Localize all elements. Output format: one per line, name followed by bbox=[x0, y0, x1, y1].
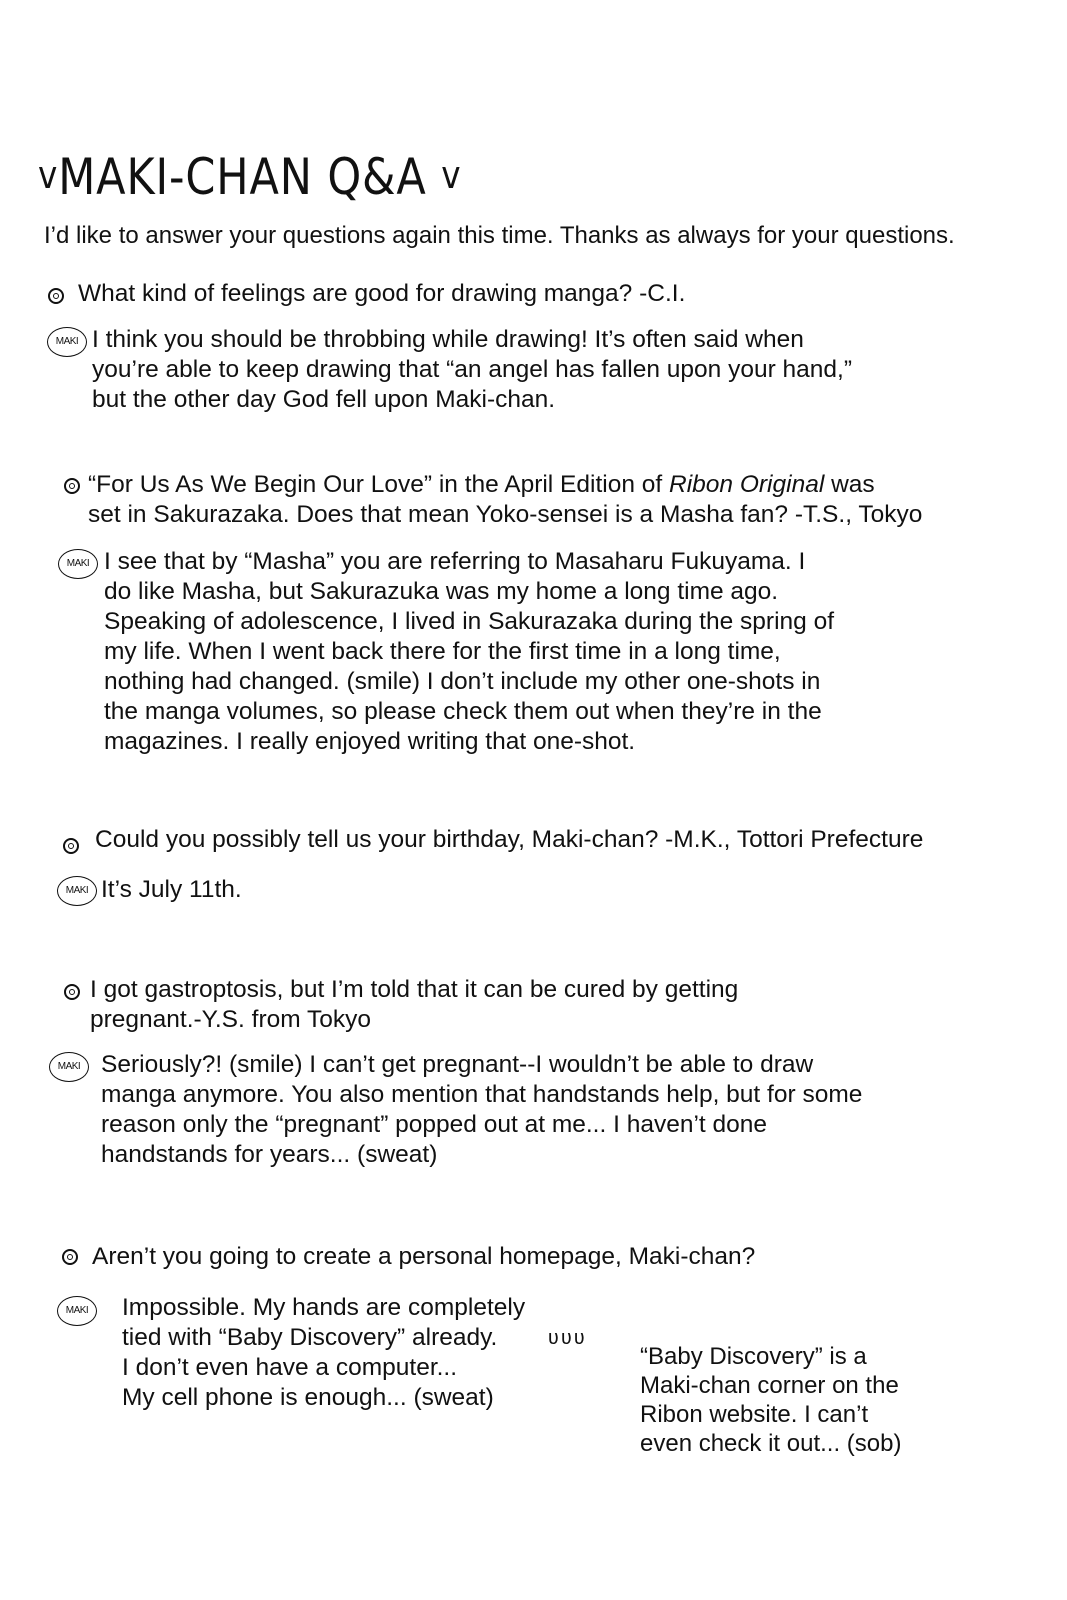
heart-mark-right: v bbox=[441, 153, 462, 197]
question-text: Could you possibly tell us your birthday, Maki-chan? -M.K., Tottori Prefecture bbox=[95, 826, 924, 853]
question-text: Aren’t you going to create a personal homepage, Maki-chan? bbox=[92, 1243, 756, 1270]
maki-badge-icon: MAKI bbox=[57, 876, 97, 906]
answer-text: Seriously?! (smile) I can’t get pregnant--I wouldn’t be able to draw manga anymore. You also mention that handstands help, but for some reason only the “pregnant” popped out at me... I haven’t done handstands for years... (sweat) bbox=[101, 1051, 863, 1168]
maki-badge-icon: MAKI bbox=[49, 1052, 89, 1082]
question-icon bbox=[64, 478, 80, 494]
intro-text: I’d like to answer your questions again this time. Thanks as always for your questions. bbox=[44, 222, 955, 249]
page-title bbox=[38, 148, 461, 206]
answer-text: It’s July 11th. bbox=[101, 876, 242, 903]
question-text: “For Us As We Begin Our Love” in the April Edition of Ribon Original was set in Sakurazaka. Does that mean Yoko-sensei is a Masha fan? -T.S., Tokyo bbox=[88, 471, 923, 528]
heart-mark-left: v bbox=[38, 153, 59, 197]
sweat-drops-icon: ʋʋʋ bbox=[548, 1327, 587, 1349]
side-note: “Baby Discovery” is a Maki-chan corner on the Ribon website. I can’t even check it out... (sob) bbox=[640, 1343, 902, 1457]
maki-badge-icon: MAKI bbox=[47, 327, 87, 357]
question-text: What kind of feelings are good for drawing manga? -C.I. bbox=[78, 280, 686, 307]
question-icon bbox=[63, 838, 79, 854]
answer-text: Impossible. My hands are completely tied with “Baby Discovery” already. I don’t even have a computer... My cell phone is enough... (sweat) bbox=[122, 1294, 526, 1411]
title-text: MAKI-CHAN Q&A bbox=[58, 148, 427, 206]
question-icon bbox=[62, 1249, 78, 1265]
question-icon bbox=[64, 984, 80, 1000]
question-text: I got gastroptosis, but I’m told that it can be cured by getting pregnant.-Y.S. from Tokyo bbox=[90, 976, 739, 1033]
magazine-title: Ribon Original bbox=[669, 471, 825, 498]
answer-text: I see that by “Masha” you are referring to Masaharu Fukuyama. I do like Masha, but Sakurazuka was my home a long time ago. Speaking of adolescence, I lived in Sakurazaka during the spring of my life. When I went back there for the first time in a long time, nothing had changed. (smile) I don’t include my other one-shots in the manga volumes, so please check them out when they’re in the magazines. I really enjoyed writing that one-shot. bbox=[104, 548, 835, 755]
answer-text: I think you should be throbbing while drawing! It’s often said when you’re able to keep drawing that “an angel has fallen upon your hand,” but the other day God fell upon Maki-chan. bbox=[92, 326, 853, 413]
maki-badge-icon: MAKI bbox=[58, 549, 98, 579]
maki-badge-icon: MAKI bbox=[57, 1296, 97, 1326]
question-icon bbox=[48, 288, 64, 304]
